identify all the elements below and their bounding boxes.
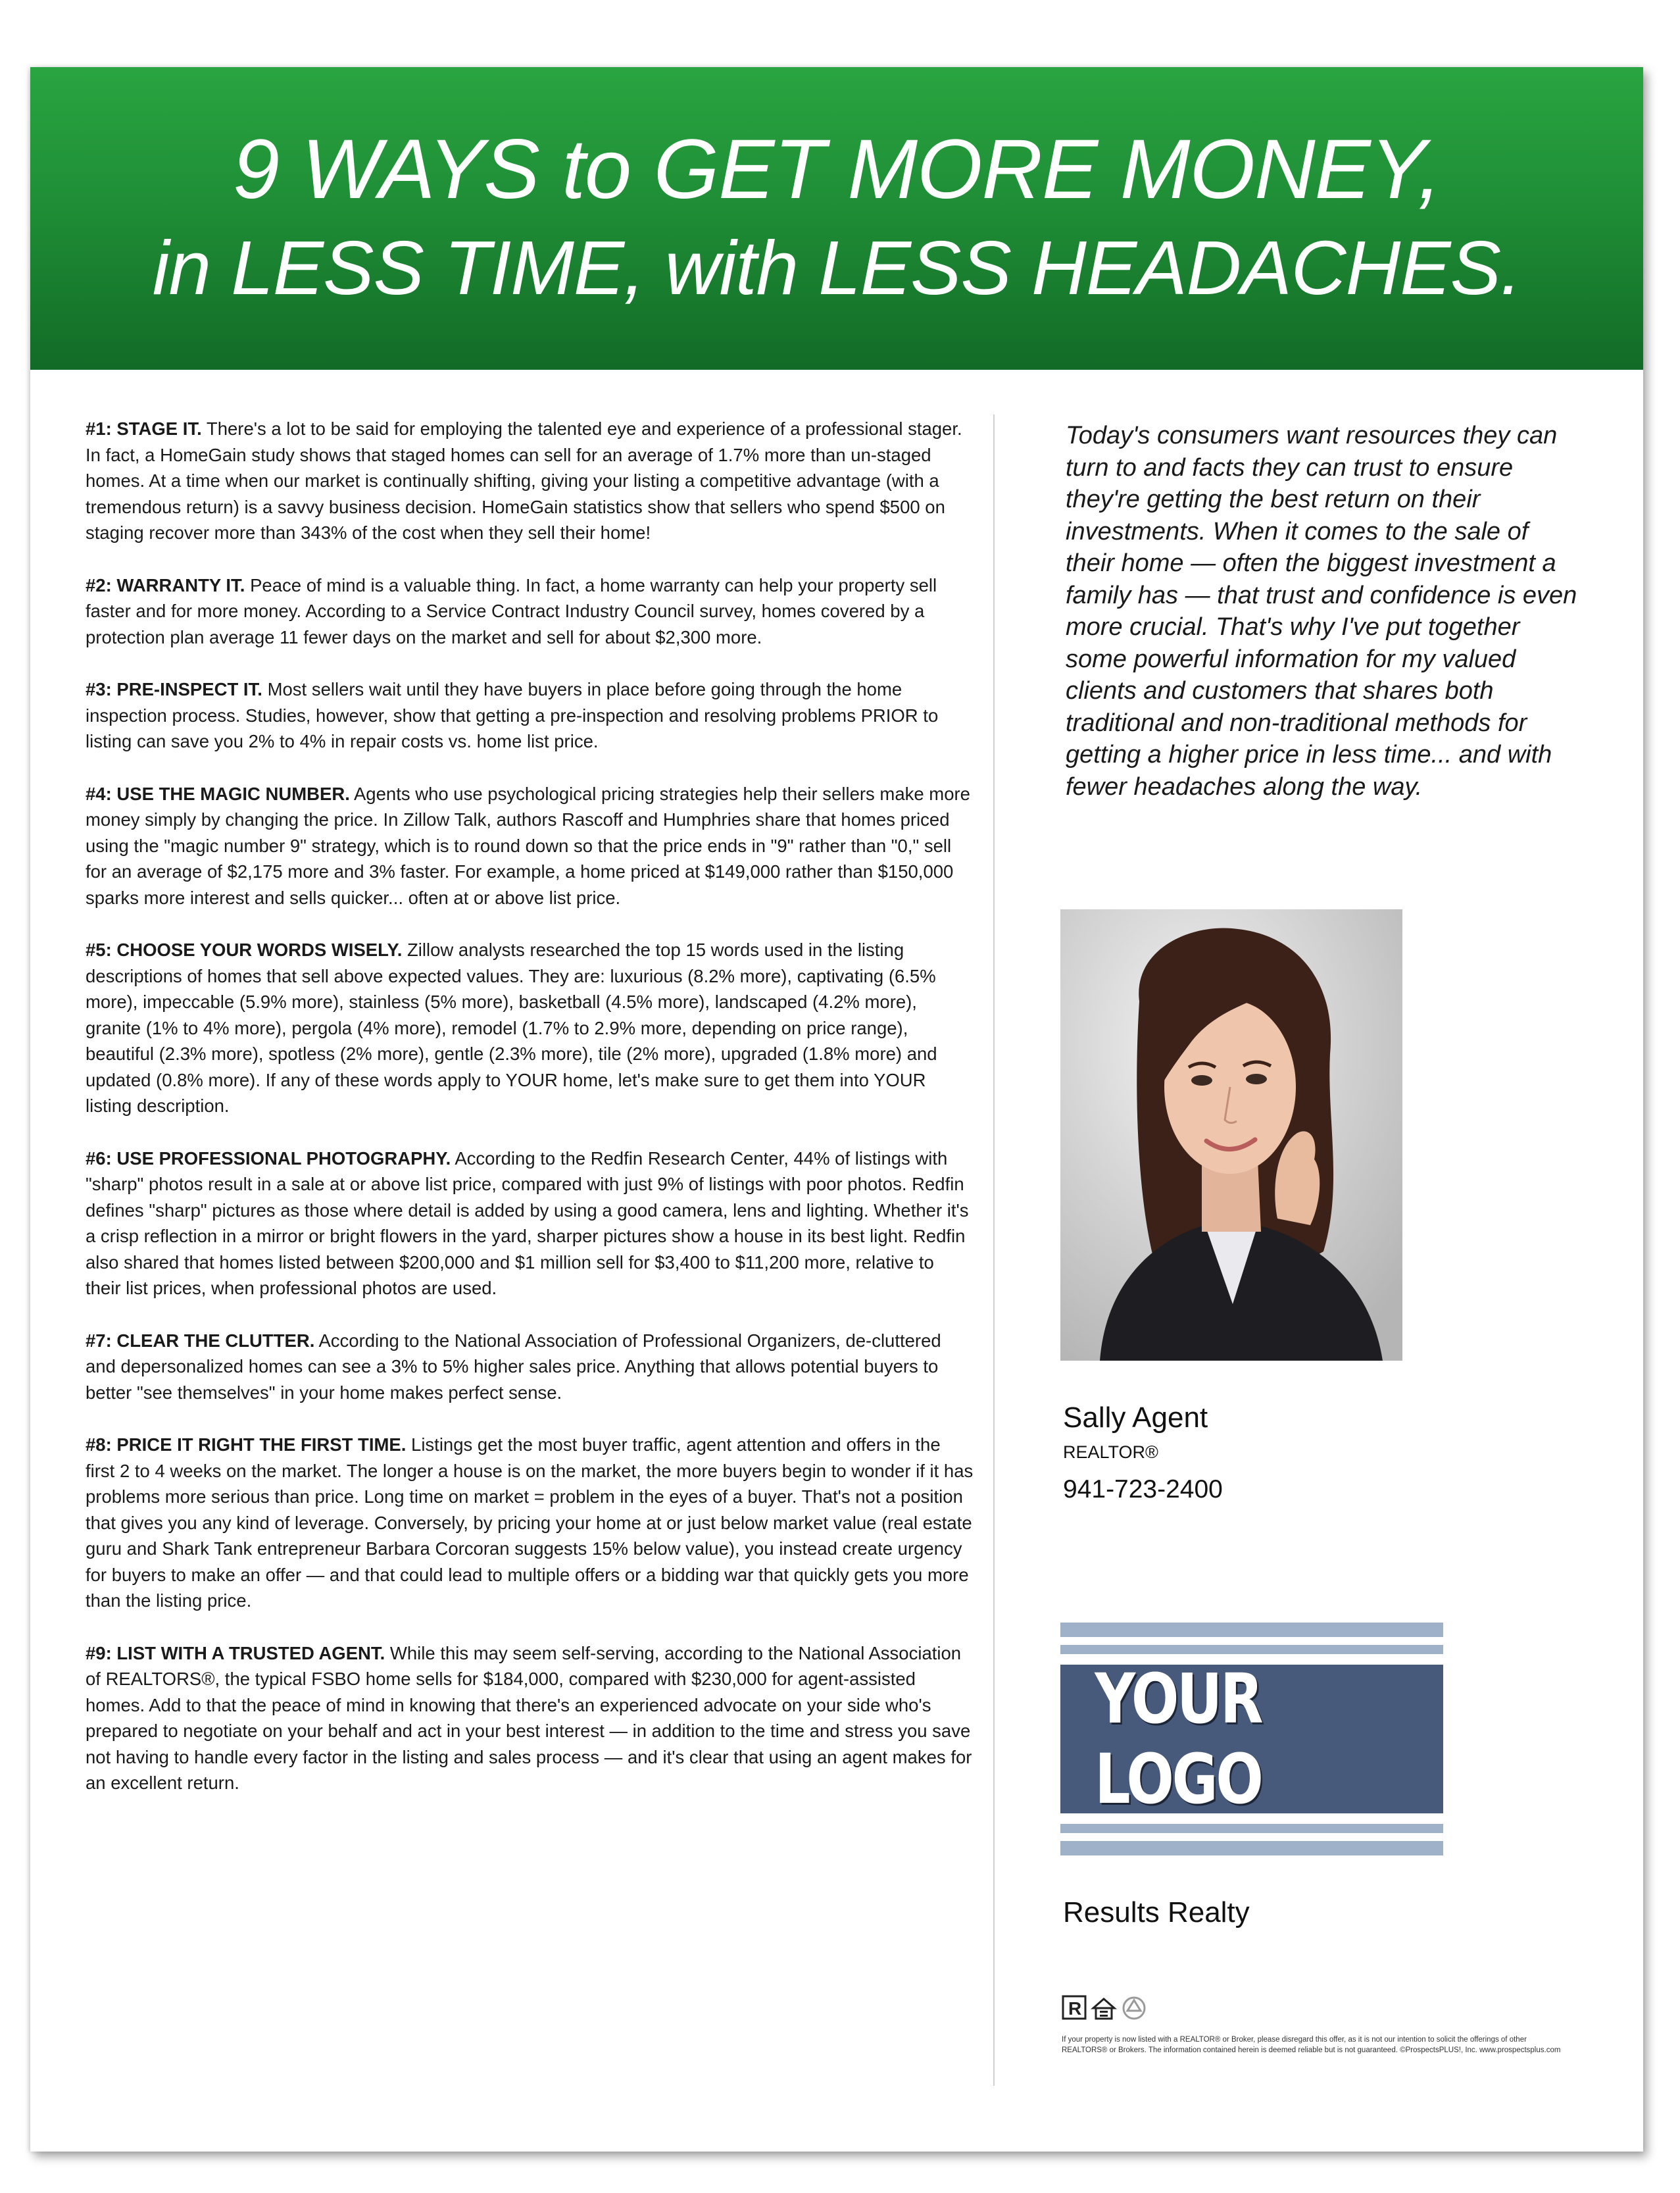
logo-stripe-bottom-thin bbox=[1060, 1824, 1443, 1833]
headline-banner bbox=[30, 67, 1643, 370]
company-logo bbox=[1060, 1623, 1443, 1855]
tip-heading: #9: LIST WITH A TRUSTED AGENT. bbox=[86, 1642, 385, 1663]
tip-heading: #7: CLEAR THE CLUTTER. bbox=[86, 1330, 315, 1351]
agent-portrait-illustration bbox=[1060, 909, 1402, 1361]
tip-body: Most sellers wait until they have buyers in place before going through the home inspection process. Studies, however, show that getting a pre-inspection and resolving problems PRIOR to listing can save you 2% to 4% in repair costs vs. home list price. bbox=[86, 679, 939, 751]
agent-photo bbox=[1060, 909, 1402, 1361]
tip-heading: #3: PRE-INSPECT IT. bbox=[86, 679, 262, 699]
logo-stripe-top bbox=[1060, 1623, 1443, 1637]
tip-body: According to the Redfin Research Center, 44% of listings with "sharp" photos result in a sale at or above list price, compared with just 9% of listings with poor photos. Redfin defines "sharp" pictures as those where detail is added by using a good camera, lens and lighting. Whether it's a crisp reflection in a mirror or bright flowers in the yard, sharper pictures show a house in its best light. Redfin also shared that homes listed between $200,000 and $1 million sell for $3,400 to $11,200 more, relative to their list prices, when professional photos are used. bbox=[86, 1147, 969, 1298]
tip-heading: #5: CHOOSE YOUR WORDS WISELY. bbox=[86, 940, 403, 960]
logo-box bbox=[1060, 1659, 1443, 1819]
tip-body: Peace of mind is a valuable thing. In fact, a home warranty can help your property sell faster and for more money. According to a Service Contract Industry Council survey, homes covered by a protection plan average 11 fewer days on the market and sell for about $2,300 more. bbox=[86, 574, 937, 647]
tip-heading: #8: PRICE IT RIGHT THE FIRST TIME. bbox=[86, 1434, 407, 1455]
tip-6 bbox=[86, 1146, 974, 1301]
tip-4 bbox=[86, 781, 974, 911]
tip-body: Agents who use psychological pricing strategies help their sellers make more money simply by changing the price. In Zillow Talk, authors Rascoff and Humphries share that homes priced using the "magic number 9" strategy, which is to round down so that the price ends in "9" rather than "0," sell for an average of $2,175 more and 3% faster. For example, a home priced at $149,000 rather than $150,000 sparks more interest and sells quicker... often at or above list price. bbox=[86, 783, 970, 908]
tip-5 bbox=[86, 937, 974, 1119]
headline-line-2: in LESS TIME, with LESS HEADACHES. bbox=[152, 225, 1521, 311]
tip-body: While this may seem self-serving, according to the National Association of REALTORS®, the typical FSBO home sells for $184,000, compared with $230,000 for agent-assisted homes. Add to that the peace of mind in knowing that there's an experienced advocate on your side who's prepared to negotiate on your behalf and act in your best interest — in addition to the time and stress you save not having to handle every factor in the listing and sales process — and it's clear that using an agent makes for an excellent return. bbox=[86, 1642, 972, 1793]
recycle-icon bbox=[1124, 1998, 1145, 2019]
tip-heading: #2: WARRANTY IT. bbox=[86, 574, 245, 595]
agent-title: REALTOR® bbox=[1063, 1442, 1158, 1462]
headline-line-1: 9 WAYS to GET MORE MONEY, bbox=[232, 122, 1441, 216]
flyer-page bbox=[30, 67, 1643, 2152]
logo-stripe-bottom bbox=[1060, 1841, 1443, 1855]
tips-column bbox=[86, 416, 974, 1823]
tip-3 bbox=[86, 676, 974, 755]
tip-7 bbox=[86, 1328, 974, 1406]
intro-quote: Today's consumers want resources they can turn to and facts they can trust to ensure they're getting the best return on their investments. When it comes to the sale of their home — often the biggest investment a family has — that trust and confidence is even more crucial. That's why I've put together some powerful information for my valued clients and customers that shares both traditional and non-traditional methods for getting a higher price in less time... and with fewer headaches along the way. bbox=[1066, 422, 1577, 801]
tip-body: Zillow analysts researched the top 15 words used in the listing descriptions of homes that sell above expected values. They are: luxurious (8.2% more), captivating (6.5% more), impeccable (5.9% more), stainless (5% more), basketball (4.5% more), landscaped (4.2% more), granite (1% to 4% more), pergola (4% more), remodel (1.7% to 2.9% more, depending on price range), beautiful (2.3% more), spotless (2% more), gentle (2.3% more), tile (2% more), upgraded (1.8% more) and updated (0.8% more). If any of these words apply to YOUR home, let's make sure to get them into YOUR listing description. bbox=[86, 940, 937, 1116]
disclaimer-text: If your property is now listed with a REALTOR® or Broker, please disregard this offer, as it is not our intention to solicit the offerings of other REALTORS® or Brokers. The information contained herein is deemed reliable but is not guaranteed. ©ProspectsPLUS!, Inc. www.prospectsplus.com bbox=[1062, 2036, 1561, 2054]
compliance-badges bbox=[1062, 1994, 1167, 2023]
tip-8 bbox=[86, 1432, 974, 1614]
tip-body: Listings get the most buyer traffic, agent attention and offers in the first 2 to 4 weeks on the market. The longer a house is on the market, the more buyers begin to wonder if it has problems more serious than price. Long time on market = problem in the eyes of a buyer. That's not a position that gives you any kind of leverage. Conversely, by pricing your home at or just below market value (real estate guru and Shark Tank entrepreneur Barbara Corcoran suggests 15% below value), you instead create urgency for buyers to make an offer — and that could lead to multiple offers or a bidding war that quickly gets you more than the listing price. bbox=[86, 1434, 974, 1611]
tip-2 bbox=[86, 572, 974, 651]
column-divider bbox=[993, 415, 995, 2086]
agent-name: Sally Agent bbox=[1063, 1401, 1208, 1434]
tip-heading: #1: STAGE IT. bbox=[86, 418, 202, 439]
logo-text: YOUR LOGO bbox=[1095, 1659, 1262, 1819]
tip-body: There's a lot to be said for employing the talented eye and experience of a professional stager. In fact, a HomeGain study shows that staged homes can sell for an average of 1.7% more than un-staged homes. At a time when our market is continually shifting, giving your listing a competitive advantage (with a tremendous return) is a savvy business decision. HomeGain statistics show that sellers who spend $500 on staging recover more than 343% of the cost when they sell their home! bbox=[86, 418, 962, 543]
tip-heading: #4: USE THE MAGIC NUMBER. bbox=[86, 783, 350, 804]
realtor-r-icon bbox=[1063, 1996, 1085, 2019]
equal-housing-icon bbox=[1093, 1999, 1114, 2019]
company-name: Results Realty bbox=[1063, 1896, 1250, 1928]
svg-text:R: R bbox=[1068, 1998, 1082, 2019]
tip-heading: #6: USE PROFESSIONAL PHOTOGRAPHY. bbox=[86, 1147, 451, 1169]
tip-body: According to the National Association of Professional Organizers, de-cluttered and depersonalized homes can see a 3% to 5% higher sales price. Anything that allows potential buyers to better "see themselves" in your home makes perfect sense. bbox=[86, 1330, 941, 1403]
agent-phone: 941-723-2400 bbox=[1063, 1475, 1223, 1503]
logo-stripe-top-thin bbox=[1060, 1645, 1443, 1654]
realtor-equal-housing-recycle-icons bbox=[1062, 1994, 1167, 2023]
tip-1 bbox=[86, 416, 974, 546]
tip-9 bbox=[86, 1640, 974, 1796]
